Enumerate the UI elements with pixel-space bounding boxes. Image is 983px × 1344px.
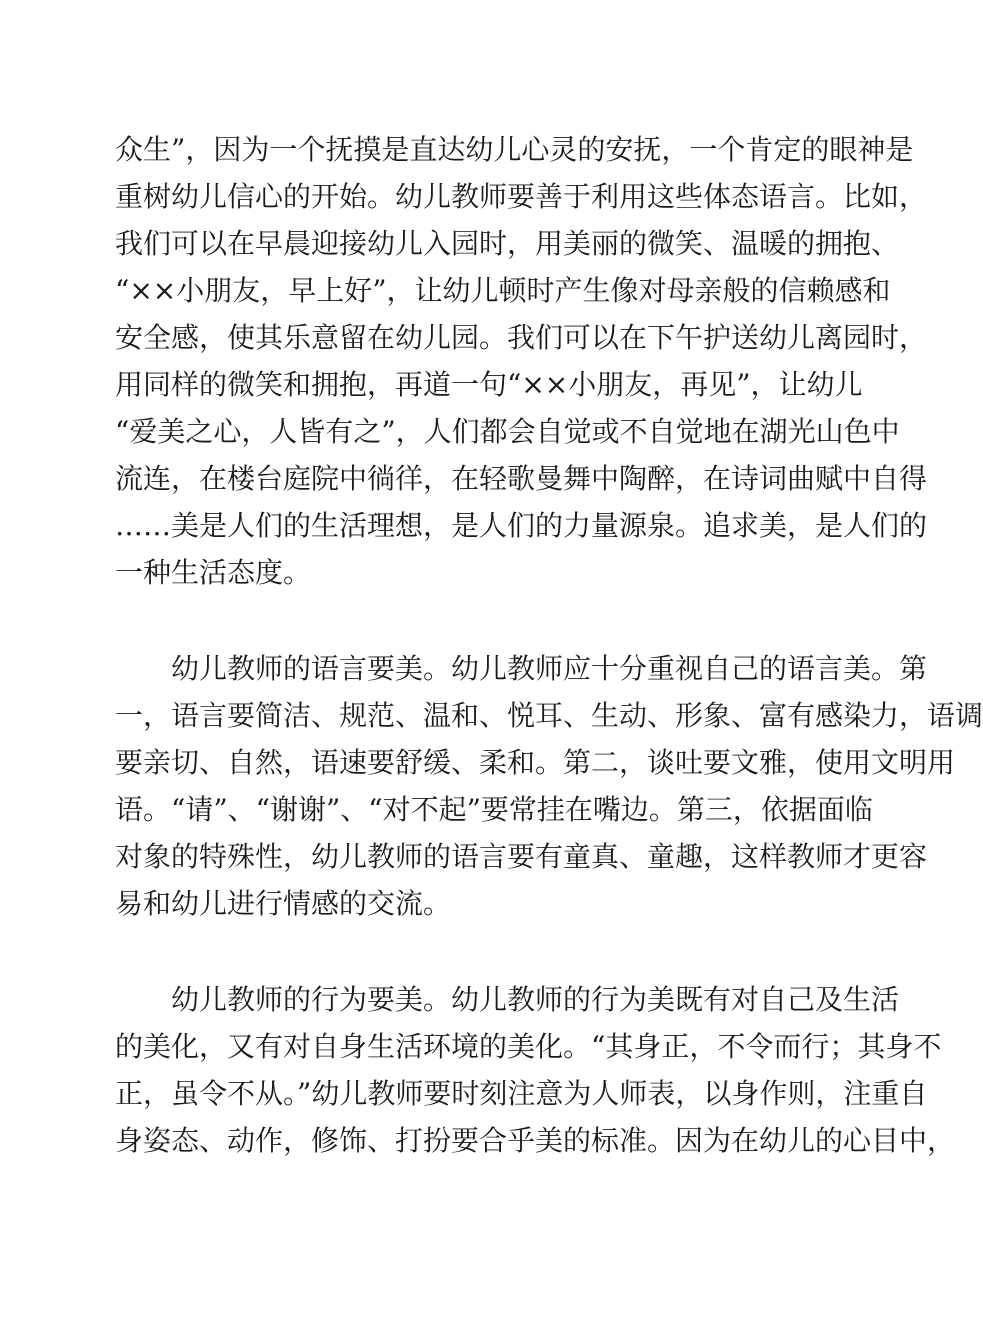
text-line: ……美是人们的生活理想，是人们的力量源泉。追求美，是人们的 xyxy=(115,509,928,542)
text-line: 正，虽令不从。”幼儿教师要时刻注意为人师表，以身作则，注重自 xyxy=(115,1077,928,1110)
text-line: “××小朋友，早上好”，让幼儿顿时产生像对母亲般的信赖感和 xyxy=(115,274,891,307)
text-line: 对象的特殊性，幼儿教师的语言要有童真、童趣，这样教师才更容 xyxy=(115,840,928,873)
paragraph-first-line: 幼儿教师的行为要美。幼儿教师的行为美既有对自己及生活 xyxy=(171,983,900,1016)
text-line: 一，语言要简洁、规范、温和、悦耳、生动、形象、富有感染力，语调 xyxy=(115,699,983,732)
text-line: 流连，在楼台庭院中徜徉，在轻歌曼舞中陶醉，在诗词曲赋中自得 xyxy=(115,462,928,495)
text-line: 我们可以在早晨迎接幼儿入园时，用美丽的微笑、温暖的拥抱、 xyxy=(115,227,900,260)
text-line: 一种生活态度。 xyxy=(115,556,312,589)
text-line: 安全感，使其乐意留在幼儿园。我们可以在下午护送幼儿离园时， xyxy=(115,321,928,354)
paragraph-first-line: 幼儿教师的语言要美。幼儿教师应十分重视自己的语言美。第 xyxy=(171,652,928,685)
text-line: 重树幼儿信心的开始。幼儿教师要善于利用这些体态语言。比如， xyxy=(115,180,928,213)
text-line: 众生”，因为一个抚摸是直达幼儿心灵的安抚，一个肯定的眼神是 xyxy=(115,133,914,166)
text-line: 用同样的微笑和拥抱，再道一句“××小朋友，再见”，让幼儿 xyxy=(115,368,863,401)
text-line: “爱美之心，人皆有之”，人们都会自觉或不自觉地在湖光山色中 xyxy=(115,415,900,448)
text-line: 身姿态、动作，修饰、打扮要合乎美的标准。因为在幼儿的心目中， xyxy=(115,1124,956,1157)
text-line: 的美化，又有对自身生活环境的美化。“其身正，不令而行；其身不 xyxy=(115,1030,942,1063)
text-line: 要亲切、自然，语速要舒缓、柔和。第二，谈吐要文雅，使用文明用 xyxy=(115,746,956,779)
text-line: 语。“请”、“谢谢”、“对不起”要常挂在嘴边。第三，依据面临 xyxy=(115,793,873,826)
text-line: 易和幼儿进行情感的交流。 xyxy=(115,887,452,920)
